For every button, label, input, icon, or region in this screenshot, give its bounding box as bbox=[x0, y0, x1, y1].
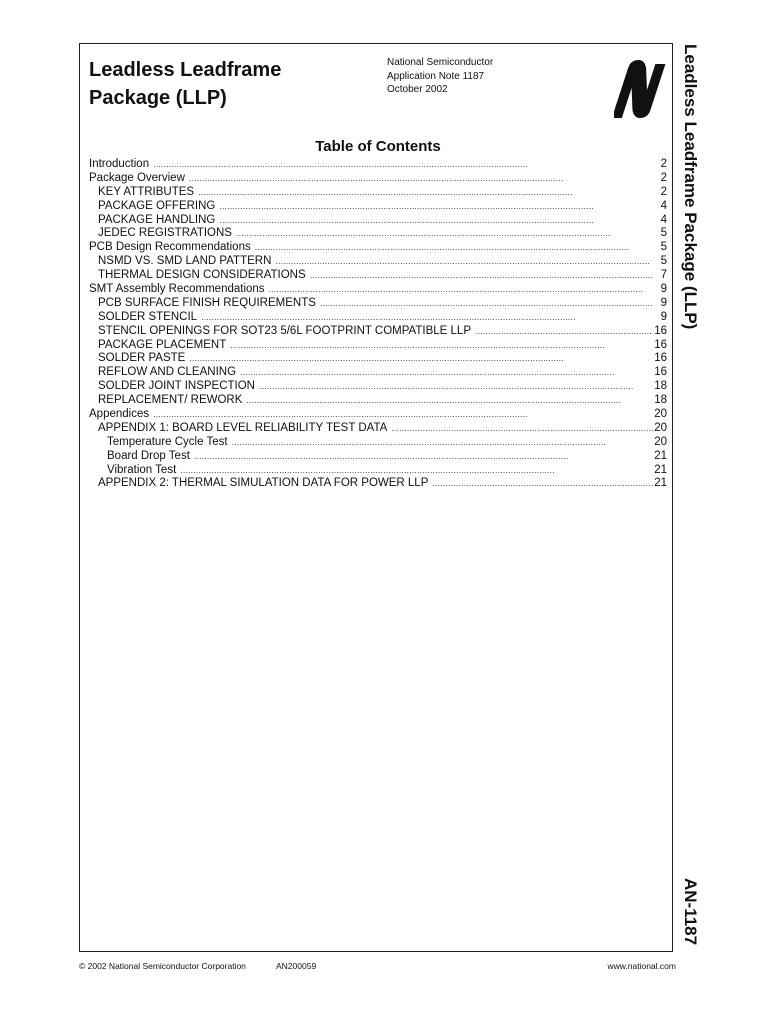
toc-entry-page: 4 bbox=[660, 199, 667, 212]
toc-entry-page: 9 bbox=[660, 296, 667, 309]
toc-entry[interactable] bbox=[89, 241, 667, 255]
toc-entry-title: Introduction bbox=[89, 158, 150, 170]
toc-entry[interactable] bbox=[89, 408, 667, 422]
toc-entry[interactable] bbox=[89, 380, 667, 394]
toc-entry-title: PACKAGE HANDLING bbox=[98, 213, 216, 226]
toc-entry-title: KEY ATTRIBUTES bbox=[98, 185, 195, 198]
sidebar-an-number: AN-1187 bbox=[681, 878, 700, 946]
toc-entry-title: STENCIL OPENINGS FOR SOT23 5/6L FOOTPRINT COMPATIBLE LLP bbox=[98, 324, 471, 337]
toc-entry[interactable] bbox=[89, 352, 667, 366]
toc-entry-title: SOLDER STENCIL bbox=[98, 310, 198, 323]
toc-entry-title: Appendices bbox=[89, 408, 150, 421]
document-meta bbox=[387, 56, 493, 97]
toc-dot-leader bbox=[230, 339, 653, 353]
toc-entry[interactable] bbox=[89, 172, 667, 186]
toc-dot-leader bbox=[219, 200, 653, 214]
toc-entry-page: 16 bbox=[654, 338, 667, 351]
toc-entry-title: SOLDER JOINT INSPECTION bbox=[98, 380, 255, 393]
toc-dot-leader bbox=[432, 477, 653, 491]
toc-heading: Table of Contents bbox=[315, 138, 441, 155]
toc-dot-leader bbox=[201, 311, 653, 325]
toc-dot-leader bbox=[189, 172, 653, 186]
toc-dot-leader bbox=[275, 255, 653, 269]
toc-dot-leader bbox=[219, 214, 653, 228]
toc-entry[interactable] bbox=[89, 422, 667, 436]
toc-entry[interactable] bbox=[89, 186, 667, 200]
national-semiconductor-logo-icon bbox=[614, 56, 670, 122]
toc-entry-page: 18 bbox=[654, 380, 667, 393]
toc-entry-page: 18 bbox=[654, 394, 667, 407]
toc-dot-leader bbox=[180, 464, 653, 478]
toc-entry[interactable] bbox=[89, 394, 667, 408]
toc-entry-title: APPENDIX 2: THERMAL SIMULATION DATA FOR POWER LLP bbox=[98, 477, 429, 490]
toc-entry-page: 7 bbox=[660, 269, 667, 282]
toc-entry-title: THERMAL DESIGN CONSIDERATIONS bbox=[98, 269, 306, 282]
toc-dot-leader bbox=[475, 325, 653, 339]
footer-website-link[interactable]: www.national.com bbox=[607, 961, 676, 971]
toc-entry-page: 2 bbox=[660, 185, 667, 198]
document-title-line2: Package (LLP) bbox=[89, 87, 227, 109]
toc-entry-title: NSMD VS. SMD LAND PATTERN bbox=[98, 255, 272, 268]
document-title-line1: Leadless Leadframe bbox=[89, 59, 282, 81]
company-name: National Semiconductor bbox=[387, 57, 494, 68]
toc-dot-leader bbox=[269, 283, 653, 297]
toc-entry-title: PACKAGE OFFERING bbox=[98, 199, 216, 212]
publish-date: October 2002 bbox=[387, 84, 448, 95]
toc-entry-page: 20 bbox=[654, 421, 667, 434]
toc-entry[interactable] bbox=[89, 297, 667, 311]
table-of-contents bbox=[89, 158, 667, 491]
toc-entry-title: REFLOW AND CLEANING bbox=[98, 366, 237, 379]
toc-entry[interactable] bbox=[89, 269, 667, 283]
toc-entry-page: 5 bbox=[660, 241, 667, 254]
toc-dot-leader bbox=[189, 352, 653, 366]
toc-entry[interactable] bbox=[89, 464, 667, 478]
toc-entry-page: 2 bbox=[660, 158, 667, 170]
toc-entry[interactable] bbox=[89, 311, 667, 325]
toc-entry[interactable] bbox=[89, 227, 667, 241]
toc-entry[interactable] bbox=[89, 339, 667, 353]
toc-entry-title: Vibration Test bbox=[107, 463, 177, 476]
toc-entry-title: APPENDIX 1: BOARD LEVEL RELIABILITY TEST DATA bbox=[98, 421, 388, 434]
toc-dot-leader bbox=[232, 436, 653, 450]
toc-entry-page: 21 bbox=[654, 449, 667, 462]
toc-entry-title: REPLACEMENT/ REWORK bbox=[98, 394, 243, 407]
toc-entry-title: PCB Design Recommendations bbox=[89, 241, 251, 254]
toc-dot-leader bbox=[240, 366, 653, 380]
toc-entry-title: Temperature Cycle Test bbox=[107, 435, 228, 448]
toc-dot-leader bbox=[310, 269, 653, 283]
toc-entry[interactable] bbox=[89, 450, 667, 464]
document-title bbox=[89, 56, 369, 112]
toc-entry-page: 20 bbox=[654, 408, 667, 421]
toc-entry-page: 21 bbox=[654, 477, 667, 490]
toc-dot-leader bbox=[198, 186, 653, 200]
toc-entry-page: 20 bbox=[654, 435, 667, 448]
toc-entry-title: SOLDER PASTE bbox=[98, 352, 186, 365]
toc-dot-leader bbox=[259, 380, 653, 394]
toc-entry-page: 2 bbox=[660, 171, 667, 184]
toc-dot-leader bbox=[391, 422, 653, 436]
toc-entry-title: SMT Assembly Recommendations bbox=[89, 283, 265, 296]
toc-dot-leader bbox=[153, 158, 653, 172]
toc-entry-page: 5 bbox=[660, 255, 667, 268]
toc-entry-page: 16 bbox=[654, 366, 667, 379]
toc-entry[interactable] bbox=[89, 436, 667, 450]
toc-entry-page: 16 bbox=[654, 352, 667, 365]
toc-entry-title: JEDEC REGISTRATIONS bbox=[98, 227, 232, 240]
toc-entry[interactable] bbox=[89, 255, 667, 269]
footer-copyright: © 2002 National Semiconductor Corporation bbox=[79, 961, 246, 971]
footer-doc-id: AN200059 bbox=[276, 961, 317, 971]
toc-dot-leader bbox=[194, 450, 653, 464]
toc-dot-leader bbox=[255, 241, 653, 255]
toc-entry-title: PACKAGE PLACEMENT bbox=[98, 338, 227, 351]
toc-dot-leader bbox=[153, 408, 653, 422]
toc-entry-page: 16 bbox=[654, 324, 667, 337]
toc-entry-page: 5 bbox=[660, 227, 667, 240]
toc-entry[interactable] bbox=[89, 283, 667, 297]
toc-entry-title: Board Drop Test bbox=[107, 449, 190, 462]
toc-entry-title: PCB SURFACE FINISH REQUIREMENTS bbox=[98, 296, 316, 309]
toc-entry[interactable] bbox=[89, 200, 667, 214]
sidebar-document-title: Leadless Leadframe Package (LLP) bbox=[681, 44, 700, 330]
toc-entry-page: 21 bbox=[654, 463, 667, 476]
toc-entry-title: Package Overview bbox=[89, 171, 185, 184]
toc-entry-page: 9 bbox=[660, 283, 667, 296]
toc-entry[interactable] bbox=[89, 477, 667, 491]
toc-entry[interactable] bbox=[89, 366, 667, 380]
toc-dot-leader bbox=[320, 297, 653, 311]
toc-entry-page: 4 bbox=[660, 213, 667, 226]
toc-dot-leader bbox=[246, 394, 653, 408]
toc-entry[interactable] bbox=[89, 325, 667, 339]
toc-entry-page: 9 bbox=[660, 310, 667, 323]
toc-entry[interactable] bbox=[89, 158, 667, 172]
toc-entry[interactable] bbox=[89, 214, 667, 228]
toc-dot-leader bbox=[236, 227, 653, 241]
app-note-number: Application Note 1187 bbox=[387, 70, 485, 82]
